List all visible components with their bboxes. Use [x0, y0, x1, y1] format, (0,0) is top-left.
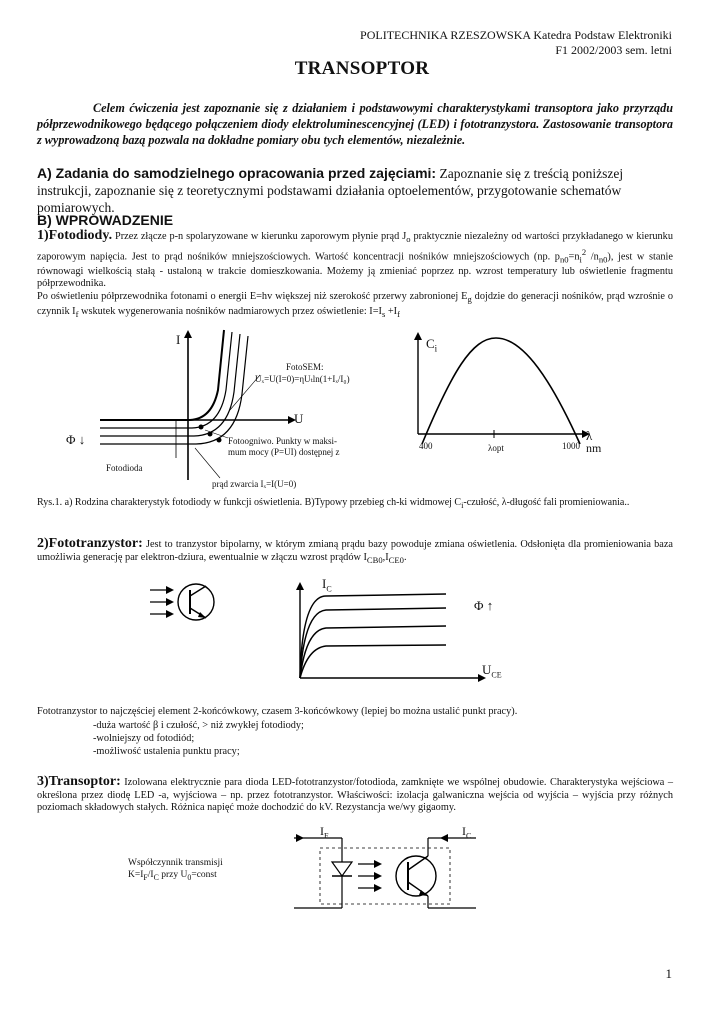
fotodiody-text: dojdzie do generacji nośników, prąd wzrośnie o czynnik I [37, 290, 673, 317]
sub: CE0 [388, 554, 404, 565]
formula-part: przy U [158, 870, 188, 880]
header [360, 28, 672, 58]
sub: C [153, 872, 159, 882]
list-item: -duża wartość β i czułość, > niż zwykłej fotodiody; [93, 720, 304, 731]
ic-axis-arrow [296, 582, 304, 590]
fotogen-line2: mum mocy (P=UI) dostępnej z [228, 447, 340, 457]
fototranzystor-description: Fototranzystor to najczęściej element 2-końcówkowy, czasem 3-końcówkowy (lepiej bo można ustalić punkt pracy). [37, 706, 518, 717]
figure-1-caption [37, 496, 673, 512]
light-ray-arrow [166, 598, 174, 606]
sub: n0 [559, 254, 569, 265]
ic-letter: I [462, 824, 466, 838]
optocoupler-schematic [290, 832, 480, 914]
light-ray-arrow [374, 860, 382, 868]
section-a-heading: A) Zadania do samodzielnego opracowania przed zajęciami: [37, 165, 437, 181]
phototransistor-characteristics [296, 582, 496, 682]
header-course: F1 2002/2003 sem. letni [555, 43, 672, 57]
ci-axis-arrow [414, 332, 422, 340]
ic-curve [300, 645, 446, 678]
list-item: -wolniejszy od fotodiód; [93, 733, 195, 744]
spectral-curve [422, 338, 580, 444]
fotodioda-label: Fotodioda [106, 463, 143, 473]
zwarcia-pointer [195, 448, 220, 478]
intro-paragraph: Celem ćwiczenia jest zapoznanie się z działaniem i podstawowymi charakterystykami transoptora jako przyrządu półprzewodnikowego będącego połączeniem diody elektroluminescencyjnej (LED) i fototranzystora. Zastosowanie transoptora z wyprowadzoną bazą pozwala na dokładne pomiary obu tych elementów, niezależnie. [37, 101, 673, 147]
phi-decrease-label: Φ ↓ [66, 432, 86, 447]
ic-curve [300, 608, 446, 678]
fotodiody-text: praktycznie niezależny od wartości przykładanego w kierunku zaporowym napięcia. Jest to prąd nośników mniejszościowych. Wartość koncentracji nośników mniejszościowych (np. p [37, 231, 673, 263]
if-label [320, 824, 328, 840]
uce-sub: CE [491, 670, 502, 680]
ci-letter: C [426, 336, 435, 351]
axis-i-label: I [176, 332, 181, 347]
ic-sub: C [466, 831, 472, 841]
sub: CB0 [366, 554, 383, 565]
ic-axis-label [322, 576, 332, 594]
fotodiody-heading: 1)Fotodiody. [37, 228, 113, 243]
fotogen-line1: Fotoogniwo. Punkty w maksi- [228, 436, 338, 446]
transoptor-heading: 3)Transoptor: [37, 774, 121, 789]
curve-0 [100, 330, 224, 420]
fototranzystor-heading: 2)Fototranzystor: [37, 536, 143, 551]
mpp-dot [217, 438, 222, 443]
phi-increase-label: Φ ↑ [474, 598, 494, 613]
sub: i [579, 254, 582, 265]
fototranzystor-paragraph [37, 538, 673, 566]
lambda-axis-label: λ [586, 428, 593, 443]
formula-part: K=I [128, 870, 144, 880]
fotodiody-text: Przez złącze p-n spolaryzowane w kierunku zaporowym płynie prąd J [112, 231, 407, 242]
uce-letter: U [482, 662, 492, 677]
fototranzystor-text: Jest to tranzystor bipolarny, w którym zmianą prądu bazy powoduje zmiana oświetlenia. Odsłonięta dla promieniowania baza umożliwia generację par elektron-dziura, ewentualnie w złączu wzrost prądów I [37, 539, 673, 563]
sub: f [397, 308, 400, 319]
fotodiody-text: wskutek wygenerowania nośników nadmiarowych przez oświetlenie: I=I [78, 305, 382, 317]
tick-1000: 1000 [562, 441, 580, 451]
fotodiody-text: /n [586, 251, 599, 263]
page-title: TRANSOPTOR [294, 58, 430, 79]
section-a [37, 165, 673, 216]
transmission-coef-formula [128, 870, 217, 883]
fotosem-title: FotoSEM: [286, 362, 324, 372]
transoptor-paragraph [37, 776, 673, 815]
fototranzystor-features [93, 719, 304, 758]
fotodiody-text: Po oświetleniu półprzewodnika fotonami o energii E=hv większej niż szerokość przerwy zabronionej E [37, 290, 468, 302]
sub: s [381, 308, 386, 319]
light-ray-arrow [374, 872, 382, 880]
ic-letter: I [322, 576, 327, 591]
y-axis-arrow [184, 330, 192, 338]
tick-lambda-opt: λopt [488, 443, 504, 453]
caption-text: -czułość, λ-długość fali promieniowania.. [463, 497, 630, 508]
sup: 2 [581, 246, 587, 257]
ic-label [462, 824, 471, 840]
collector-lead [190, 586, 206, 596]
led-triangle [332, 862, 352, 876]
ic-curve [300, 626, 446, 678]
collector-lead [408, 856, 428, 870]
light-ray-arrow [166, 586, 174, 594]
fototranzystor-text: . [403, 551, 407, 563]
fotodiody-text: +I [385, 305, 398, 317]
formula-part: /I [147, 870, 154, 880]
tick-400: 400 [419, 441, 433, 451]
ci-axis-label [426, 336, 437, 354]
header-institution: POLITECHNIKA RZESZOWSKA Katedra Podstaw Elektroniki [360, 28, 672, 42]
ic-curve [300, 594, 446, 678]
ic-arrow [440, 834, 448, 842]
zwarcia-label: prąd zwarcia Iₓ=I(U=0) [212, 479, 297, 489]
fotodiody-text: ), jest w stanie równowagi wielkością stałą - ustaloną w trakcie domieszkowania. Możemy ją zmieniać poprzez np. wzrost temperatury lub oświetlenie fragmentu półprzewodnika. [37, 251, 673, 290]
fotodiody-paragraph [37, 230, 673, 320]
sub: f [75, 308, 79, 319]
section-a-text: Zapoznanie się z treścią poniższej instrukcji, zapoznanie się z teoretycznymi podstawami działania optoelementów, przygotowanie schematów pomiarowych. [37, 166, 624, 215]
sub: 0 [187, 872, 192, 882]
formula-part: =const [191, 870, 217, 880]
section-b-title: B) WPROWADZENIE [37, 212, 174, 228]
emitter-arrow [198, 612, 206, 618]
phototransistor-symbol [148, 578, 228, 628]
sub: o [406, 234, 411, 245]
ci-sub: i [434, 343, 438, 354]
uce-axis-label [482, 662, 502, 680]
sub: g [467, 293, 472, 304]
mpp-dot [199, 425, 204, 430]
transistor-circle [178, 584, 214, 620]
page-number: 1 [665, 966, 672, 981]
light-ray-arrow [166, 610, 174, 618]
if-arrow [296, 834, 304, 842]
light-ray-arrow [374, 884, 382, 892]
ic-sub: C [326, 584, 332, 594]
sub: i [461, 501, 464, 510]
spectral-characteristic-figure [412, 332, 602, 452]
sub: n0 [598, 254, 608, 265]
transmission-coef-title: Współczynnik transmisji [128, 858, 223, 868]
if-sub: F [324, 831, 329, 841]
fototranzystor-text: ,I [382, 551, 389, 563]
curve-1 [100, 332, 232, 428]
transoptor-text: Izolowana elektrycznie para dioda LED-fototranzystor/fotodioda, zamknięte we wspólnej obudowie. Charakterystyka wejściowa – określona przez diodę LED -a, wyjściowa – np. przez fototranzystor. Właściwości: izolacja galwaniczna wejścia od wyjścia – wyjścia przy różnych poziomach składowych stałych. Różnica napięć może dochodzić do kV. Rezystancja we/wy gigaomy. [37, 777, 673, 814]
fotosem-formula: Uₓ=U(I=0)=ηUₜln(1+Iₓ/I₀) [255, 374, 350, 384]
section-b-heading [37, 212, 673, 229]
nm-label: nm [586, 441, 602, 455]
if-letter: I [320, 824, 324, 838]
list-item: -możliwość ustalenia punktu pracy; [93, 746, 240, 757]
fotodiody-text: =n [568, 251, 580, 263]
caption-text: Rys.1. a) Rodzina charakterystyk fotodiody w funkcji oświetlenia. B)Typowy przebieg ch-ki widmowej C [37, 497, 462, 508]
transistor-circle [396, 856, 436, 896]
axis-u-label: U [294, 411, 304, 426]
sub: F [143, 872, 148, 882]
